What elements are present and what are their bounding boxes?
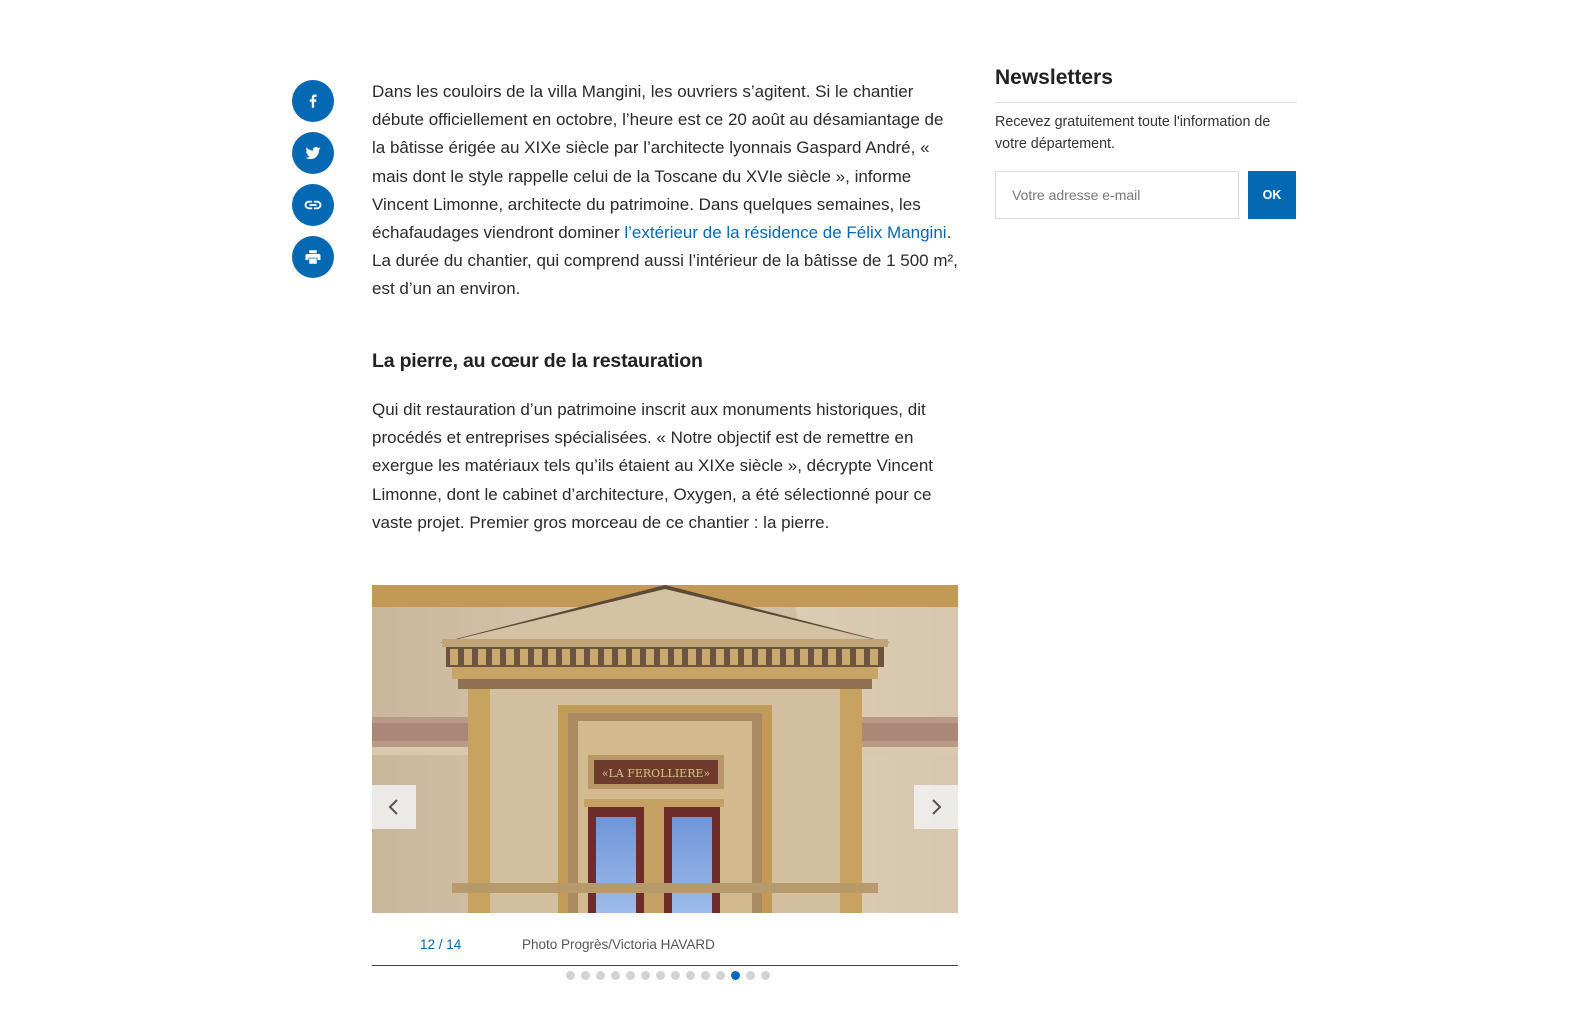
slideshow-dot-6[interactable] xyxy=(641,971,650,980)
slideshow-dot-12[interactable] xyxy=(731,971,740,980)
slideshow-dot-4[interactable] xyxy=(611,971,620,980)
paragraph-text: Dans les couloirs de la villa Mangini, les ouvriers s’agitent. Si le chantier débute officiellement en octobre, l’heure est ce 20 août au désamiantage de la bâtisse érigée au XIXe siècle par l’architecte lyonnais Gaspard André, « mais dont le style rappelle celui de la Toscane du XVIe siècle », informe Vincent Limonne, architecte du patrimoine. Dans quelques semaines, les échafaudages viendront dominer xyxy=(372,82,944,243)
newsletter-submit-button[interactable]: OK xyxy=(1248,171,1296,219)
slideshow-dot-14[interactable] xyxy=(761,971,770,980)
share-rail xyxy=(292,80,334,288)
link-icon xyxy=(303,195,323,215)
photo-slideshow xyxy=(372,585,958,980)
slideshow-dot-9[interactable] xyxy=(686,971,695,980)
slideshow-dot-8[interactable] xyxy=(671,971,680,980)
slideshow-dot-1[interactable] xyxy=(566,971,575,980)
villa-facade-photo xyxy=(372,585,958,913)
slideshow-pagination-dots xyxy=(372,971,958,980)
slideshow-dot-10[interactable] xyxy=(701,971,710,980)
slideshow-dot-5[interactable] xyxy=(626,971,635,980)
slideshow-dot-7[interactable] xyxy=(656,971,665,980)
article-inline-link[interactable]: l’extérieur de la résidence de Félix Mangini xyxy=(624,223,947,243)
facebook-icon xyxy=(304,92,322,110)
slide-caption-bar xyxy=(372,913,958,966)
print-icon xyxy=(304,248,322,266)
article-body xyxy=(372,78,958,532)
slideshow-dot-13[interactable] xyxy=(746,971,755,980)
slide-counter: 12 / 14 xyxy=(420,937,462,952)
slide-photo xyxy=(372,585,958,913)
article-paragraph-1 xyxy=(372,78,958,304)
article-paragraph-2: Qui dit restauration d’un patrimoine inscrit aux monuments historiques, dit procédés et entreprises spécialisées. « Notre objectif est de remettre en exergue les matériaux tels qu’ils étaient au XIXe siècle », décrypte Vincent Limonne, dont le cabinet d’architecture, Oxygen, a été sélectionné pour ce vaste projet. Premier gros morceau de ce chantier : la pierre. xyxy=(372,400,933,532)
slideshow-dot-2[interactable] xyxy=(581,971,590,980)
slideshow-next-button[interactable] xyxy=(914,785,958,829)
slideshow-dot-11[interactable] xyxy=(716,971,725,980)
print-button[interactable] xyxy=(292,236,334,278)
newsletter-form xyxy=(995,171,1297,219)
chevron-left-icon xyxy=(387,798,401,816)
share-facebook-button[interactable] xyxy=(292,80,334,122)
paragraph-text: . La durée du chantier, qui comprend aussi l’intérieur de la bâtisse de 1 500 m², est d’un an environ. xyxy=(372,223,958,299)
newsletter-widget xyxy=(995,66,1297,219)
copy-link-button[interactable] xyxy=(292,184,334,226)
share-twitter-button[interactable] xyxy=(292,132,334,174)
sign-text: «LA FEROLLIERE» xyxy=(601,767,711,780)
slideshow-dot-3[interactable] xyxy=(596,971,605,980)
slideshow-prev-button[interactable] xyxy=(372,785,416,829)
photo-credit: Photo Progrès/Victoria HAVARD xyxy=(522,937,715,952)
newsletter-description: Recevez gratuitement toute l'information de votre département. xyxy=(995,114,1271,152)
article-subheading: La pierre, au cœur de la restauration xyxy=(372,350,703,372)
chevron-right-icon xyxy=(929,798,943,816)
newsletter-email-input[interactable] xyxy=(995,171,1239,219)
newsletter-title: Newsletters xyxy=(995,66,1297,103)
twitter-icon xyxy=(304,144,322,162)
